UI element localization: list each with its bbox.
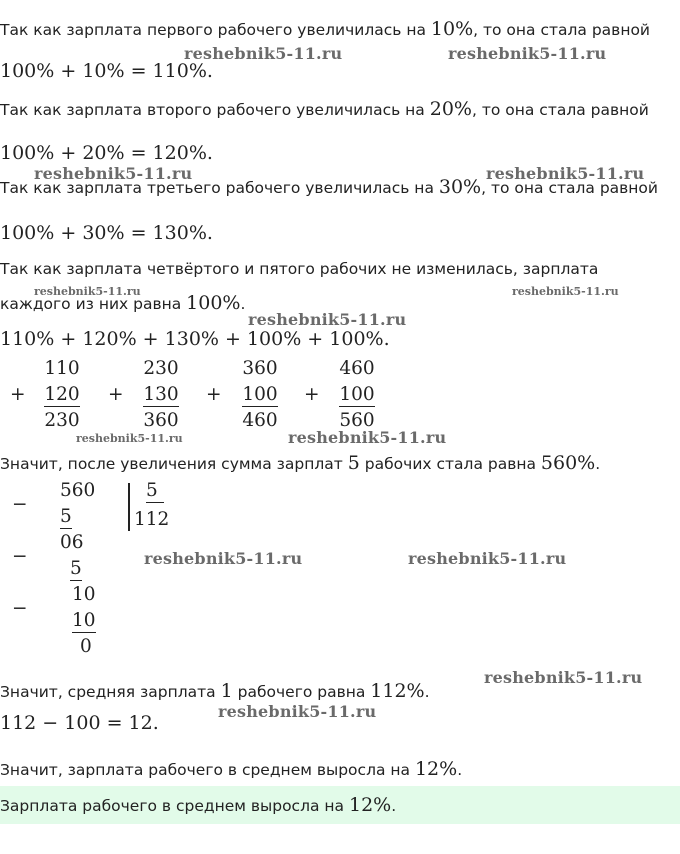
- quotient: 112: [134, 509, 170, 530]
- watermark: reshebnik5-11.ru: [34, 285, 141, 298]
- text-line-2: Так как зарплата второго рабочего увеличилась на 20%, то она стала равной: [0, 98, 649, 120]
- division-remainder: 0: [80, 636, 92, 657]
- text-line-7: Значит, средняя зарплата 1 рабочего равна 112%.: [0, 680, 430, 702]
- division-bracket-vertical: [128, 483, 130, 531]
- addend-a: 110: [44, 358, 80, 379]
- division-step-2: 06: [60, 532, 84, 553]
- sum: 230: [44, 410, 80, 431]
- expression-line-2: 100% + 20% = 120%.: [0, 142, 213, 164]
- addend-a: 360: [242, 358, 278, 379]
- minus-sign-2: −: [12, 546, 28, 567]
- division-step-3: 5: [70, 558, 82, 579]
- text-line-6: Значит, после увеличения сумма зарплат 5 рабочих стала равна 560%.: [0, 452, 601, 474]
- plus-sign-3: +: [206, 384, 222, 405]
- division-step-4: 10: [72, 584, 96, 605]
- text-line-4b: каждого из них равна 100%.: [0, 292, 246, 314]
- addend-a: 230: [143, 358, 179, 379]
- watermark: reshebnik5-11.ru: [218, 702, 377, 721]
- sum: 560: [339, 410, 375, 431]
- addend-b: 120: [44, 384, 80, 405]
- addend-b: 100: [242, 384, 278, 405]
- minus-sign-3: −: [12, 598, 28, 619]
- dividend: 560: [60, 480, 96, 501]
- division-step-5: 10: [72, 610, 96, 631]
- addition-column-1: [37, 356, 87, 434]
- watermark: reshebnik5-11.ru: [76, 432, 183, 445]
- sum-expression: 110% + 120% + 130% + 100% + 100%.: [0, 328, 390, 350]
- answer-box: [0, 786, 680, 824]
- addend-a: 460: [339, 358, 375, 379]
- text-line-3: Так как зарплата третьего рабочего увеличилась на 30%, то она стала равной: [0, 176, 658, 198]
- addend-b: 130: [143, 384, 179, 405]
- watermark: reshebnik5-11.ru: [144, 549, 303, 568]
- division-step-1: 5: [60, 506, 72, 527]
- watermark: reshebnik5-11.ru: [486, 164, 645, 183]
- plus-sign-4: +: [304, 384, 320, 405]
- addition-column-4: [332, 356, 382, 434]
- minus-sign-1: −: [12, 494, 28, 515]
- addition-column-2: [136, 356, 186, 434]
- watermark: reshebnik5-11.ru: [184, 44, 343, 63]
- watermark: reshebnik5-11.ru: [512, 285, 619, 298]
- text-line-1: Так как зарплата первого рабочего увеличилась на 10%, то она стала равной: [0, 18, 651, 40]
- watermark: reshebnik5-11.ru: [408, 549, 567, 568]
- watermark: reshebnik5-11.ru: [34, 164, 193, 183]
- text-line-4: Так как зарплата четвёртого и пятого рабочих не изменилась, зарплата: [0, 260, 599, 278]
- answer-text: Зарплата рабочего в среднем выросла на 12%.: [0, 794, 397, 816]
- watermark: reshebnik5-11.ru: [448, 44, 607, 63]
- watermark: reshebnik5-11.ru: [484, 668, 643, 687]
- plus-sign-1: +: [10, 384, 26, 405]
- addition-column-3: [235, 356, 285, 434]
- addend-b: 100: [339, 384, 375, 405]
- expression-line-1: 100% + 10% = 110%.: [0, 60, 213, 82]
- text-line-9: Значит, зарплата рабочего в среднем выросла на 12%.: [0, 758, 463, 780]
- plus-sign-2: +: [108, 384, 124, 405]
- watermark: reshebnik5-11.ru: [288, 428, 447, 447]
- sum: 460: [242, 410, 278, 431]
- divisor: 5: [146, 480, 164, 503]
- expression-line-8: 112 − 100 = 12.: [0, 712, 159, 734]
- sum: 360: [143, 410, 179, 431]
- watermark: reshebnik5-11.ru: [248, 310, 407, 329]
- expression-line-3: 100% + 30% = 130%.: [0, 222, 213, 244]
